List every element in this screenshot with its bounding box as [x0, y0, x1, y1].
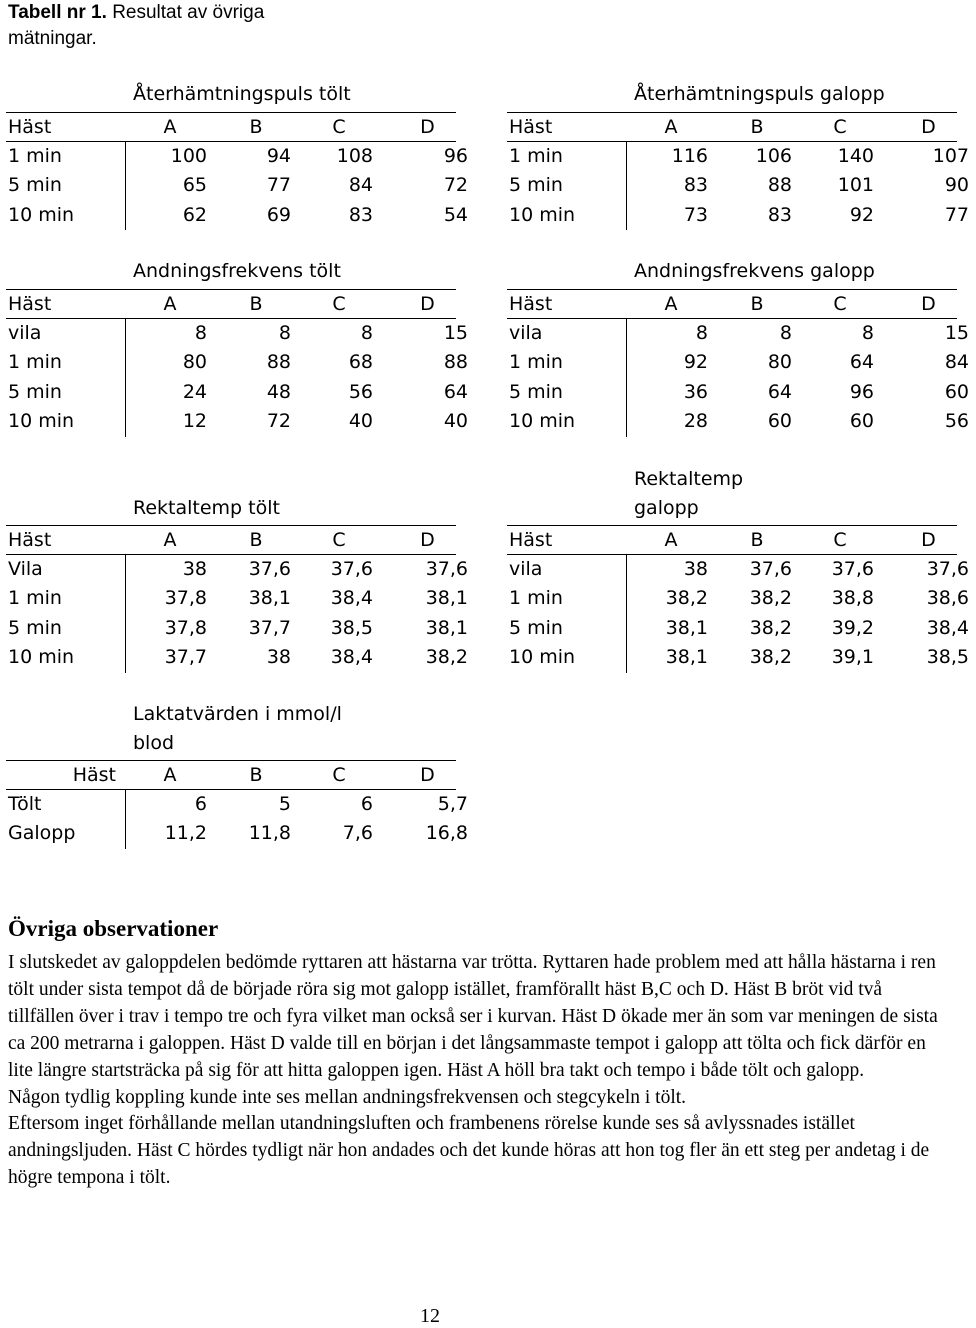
- table-row: [6, 407, 468, 437]
- table-cell: 60: [944, 380, 969, 403]
- table-cell: 92: [683, 351, 708, 373]
- row-label: 10 min: [509, 203, 576, 226]
- page-number: 12: [420, 1305, 440, 1327]
- table-header-row: [6, 760, 456, 790]
- table-cell: 106: [755, 144, 792, 167]
- column-header-b: B: [249, 764, 263, 786]
- column-header-b: B: [249, 293, 263, 315]
- table-caption: blod: [133, 732, 175, 754]
- table-cell: 37,7: [248, 616, 291, 639]
- table-row: [507, 348, 969, 378]
- table-cell: 36: [683, 380, 708, 403]
- table-cell: 11,8: [248, 822, 291, 844]
- table-row: [507, 319, 969, 349]
- row-label: 10 min: [509, 646, 576, 668]
- table-cell: 8: [360, 321, 373, 344]
- table-cell: 100: [170, 144, 207, 167]
- column-header-a: A: [163, 116, 177, 138]
- table-cell: 69: [266, 203, 291, 226]
- table-cell: 5,7: [437, 792, 468, 815]
- column-header-d: D: [420, 529, 435, 551]
- row-label: 10 min: [8, 410, 75, 432]
- table-cell: 6: [194, 792, 207, 815]
- table-row: [6, 378, 468, 408]
- row-label: 1 min: [8, 587, 62, 609]
- column-header-b: B: [750, 116, 764, 138]
- table-heading: [8, 0, 308, 52]
- table-caption: Laktatvärden i mmol/l: [133, 703, 342, 725]
- column-header-a: A: [163, 293, 177, 315]
- table-cell: 84: [348, 174, 373, 196]
- table-cell: 38,2: [749, 587, 792, 609]
- table-cell: 96: [443, 144, 468, 167]
- row-label: 1 min: [509, 351, 563, 373]
- column-header-a: A: [664, 529, 678, 551]
- table-cell: 56: [348, 380, 373, 403]
- table-cell: 116: [671, 144, 708, 167]
- table-cell: 64: [767, 380, 792, 403]
- table-cell: 40: [443, 410, 468, 432]
- column-header-a: A: [664, 116, 678, 138]
- table-cell: 8: [194, 321, 207, 344]
- table-cell: 38,8: [831, 587, 874, 609]
- row-label: vila: [509, 321, 543, 344]
- column-header-c: C: [332, 293, 346, 315]
- table-cell: 8: [278, 321, 291, 344]
- column-header-a: A: [163, 529, 177, 551]
- table-caption: Rektaltemp: [634, 468, 744, 490]
- table-cell: 39,1: [831, 646, 874, 668]
- row-label: 1 min: [8, 351, 62, 373]
- table-cell: 40: [348, 410, 373, 432]
- table-caption: Återhämtningspuls tölt: [133, 83, 351, 105]
- column-header-c: C: [332, 116, 346, 138]
- row-label: 10 min: [8, 646, 75, 668]
- table-row: [6, 819, 468, 849]
- table-header-row: [6, 289, 456, 319]
- table-cell: 37,6: [831, 557, 874, 580]
- table-caption: Andningsfrekvens tölt: [133, 260, 341, 282]
- table-column-divider: [626, 319, 627, 437]
- table-row: [6, 614, 468, 644]
- table-cell: 38,1: [248, 587, 291, 609]
- table-cell: 37,6: [330, 557, 373, 580]
- column-header-d: D: [921, 529, 936, 551]
- table-column-divider: [626, 555, 627, 673]
- table-caption: Rektaltemp tölt: [133, 497, 280, 519]
- table-caption: Andningsfrekvens galopp: [634, 260, 875, 282]
- table-cell: 37,6: [926, 557, 969, 580]
- table-row: [6, 142, 468, 172]
- table-cell: 15: [443, 321, 468, 344]
- table-cell: 28: [683, 410, 708, 432]
- table-cell: 92: [849, 203, 874, 226]
- table-cell: 73: [683, 203, 708, 226]
- table-cell: 5: [278, 792, 291, 815]
- table-cell: 38,4: [330, 646, 373, 668]
- column-header-horse: Häst: [8, 529, 52, 551]
- table-column-divider: [125, 142, 126, 231]
- table-cell: 64: [849, 351, 874, 373]
- table-cell: 38,4: [926, 616, 969, 639]
- table-cell: 60: [849, 410, 874, 432]
- table-cell: 88: [767, 174, 792, 196]
- table-cell: 72: [266, 410, 291, 432]
- column-header-d: D: [420, 764, 435, 786]
- column-header-d: D: [420, 116, 435, 138]
- table-cell: 38,1: [425, 616, 468, 639]
- table-cell: 62: [182, 203, 207, 226]
- row-label: 5 min: [8, 616, 62, 639]
- table-cell: 48: [266, 380, 291, 403]
- row-label: vila: [8, 321, 42, 344]
- table-cell: 38: [182, 557, 207, 580]
- row-label: 5 min: [8, 380, 62, 403]
- table-caption: galopp: [634, 497, 699, 519]
- row-label: 5 min: [509, 616, 563, 639]
- table-cell: 65: [182, 174, 207, 196]
- table-cell: 37,6: [425, 557, 468, 580]
- table-cell: 37,6: [248, 557, 291, 580]
- table-cell: 77: [266, 174, 291, 196]
- column-header-d: D: [921, 293, 936, 315]
- table-cell: 107: [932, 144, 969, 167]
- table-cell: 38,2: [665, 587, 708, 609]
- table-cell: 38,1: [425, 587, 468, 609]
- table-row: [507, 407, 969, 437]
- column-header-horse: Häst: [509, 529, 553, 551]
- row-label: 5 min: [509, 380, 563, 403]
- table-header-row: [507, 525, 957, 555]
- row-label: vila: [509, 557, 543, 580]
- table-cell: 90: [944, 174, 969, 196]
- table-cell: 38: [266, 646, 291, 668]
- table-cell: 38,4: [330, 587, 373, 609]
- observations-title: Övriga observationer: [8, 916, 219, 941]
- table-row: [6, 319, 468, 349]
- table-cell: 38,5: [330, 616, 373, 639]
- column-header-a: A: [163, 764, 177, 786]
- column-header-c: C: [833, 293, 847, 315]
- table-header-row: [507, 112, 957, 142]
- table-cell: 15: [944, 321, 969, 344]
- table-row: [507, 378, 969, 408]
- table-cell: 96: [849, 380, 874, 403]
- column-header-horse: Häst: [72, 764, 116, 786]
- table-row: [6, 171, 468, 201]
- table-cell: 37,8: [164, 587, 207, 609]
- row-label: Vila: [8, 557, 43, 580]
- table-cell: 38,1: [665, 616, 708, 639]
- column-header-c: C: [332, 764, 346, 786]
- table-cell: 37,8: [164, 616, 207, 639]
- table-cell: 83: [683, 174, 708, 196]
- table-heading-label: Tabell nr 1.: [8, 2, 107, 23]
- table-header-row: [6, 525, 456, 555]
- table-row: [507, 142, 969, 172]
- table-cell: 56: [944, 410, 969, 432]
- observations-paragraph: Eftersom inget förhållande mellan utandningsluften och frambenens rörelse kunde ses så avlyssnades istället andningsljuden. Häst C hördes tydligt när hon andades och det kunde höras att hon tog fler än ett steg per andetag i de högre tempona i tölt.: [8, 1113, 930, 1189]
- table-row: [6, 555, 468, 585]
- column-header-c: C: [833, 529, 847, 551]
- table-cell: 84: [944, 351, 969, 373]
- table-row: [6, 348, 468, 378]
- table-cell: 101: [837, 174, 874, 196]
- column-header-c: C: [833, 116, 847, 138]
- row-label: 10 min: [509, 410, 576, 432]
- table-cell: 140: [837, 144, 874, 167]
- column-header-horse: Häst: [509, 116, 553, 138]
- table-cell: 24: [182, 380, 207, 403]
- table-cell: 54: [443, 203, 468, 226]
- table-cell: 38,2: [749, 646, 792, 668]
- table-cell: 80: [767, 351, 792, 373]
- row-label: Galopp: [8, 822, 76, 844]
- row-label: 1 min: [509, 144, 563, 167]
- table-cell: 6: [360, 792, 373, 815]
- table-cell: 38,1: [665, 646, 708, 668]
- row-label: 5 min: [8, 174, 62, 196]
- column-header-horse: Häst: [509, 293, 553, 315]
- table-column-divider: [125, 790, 126, 849]
- table-cell: 38,2: [425, 646, 468, 668]
- column-header-b: B: [750, 529, 764, 551]
- table-cell: 94: [266, 144, 291, 167]
- observations-paragraph: Någon tydlig koppling kunde inte ses mellan andningsfrekvensen och stegcykeln i tölt.: [8, 1086, 687, 1108]
- table-row: [507, 614, 969, 644]
- table-column-divider: [125, 319, 126, 437]
- table-cell: 11,2: [164, 822, 207, 844]
- table-header-row: [507, 289, 957, 319]
- table-cell: 7,6: [342, 822, 373, 844]
- table-cell: 64: [443, 380, 468, 403]
- table-cell: 60: [767, 410, 792, 432]
- column-header-horse: Häst: [8, 293, 52, 315]
- table-row: [6, 790, 468, 820]
- table-cell: 8: [861, 321, 874, 344]
- table-cell: 37,7: [164, 646, 207, 668]
- row-label: Tölt: [8, 792, 42, 815]
- table-row: [507, 584, 969, 614]
- row-label: 10 min: [8, 203, 75, 226]
- column-header-d: D: [420, 293, 435, 315]
- table-cell: 88: [266, 351, 291, 373]
- table-cell: 77: [944, 203, 969, 226]
- table-cell: 68: [348, 351, 373, 373]
- table-cell: 80: [182, 351, 207, 373]
- table-cell: 39,2: [831, 616, 874, 639]
- table-cell: 83: [767, 203, 792, 226]
- table-row: [6, 643, 468, 673]
- table-cell: 88: [443, 351, 468, 373]
- table-cell: 38: [683, 557, 708, 580]
- observations-paragraph: I slutskedet av galoppdelen bedömde ryttaren att hästarna var trötta. Ryttaren hade problem med att hålla hästarna i ren tölt under sista tempot då de började röra sig mot galopp istället, framförallt häst B,C och D. Häst B bröt vid två tillfällen över i trav i tempo tre och fyra vilket man också ser i kurvan. Häst D ökade mer än som var meningen de sista ca 200 metrarna i galoppen. Häst D valde till en början i det långsammaste tempot i galopp att tölta och fick därför en lite längre startsträcka på sig för att hitta galoppen igen. Häst A höll bra takt och tempo i både tölt och galopp.: [8, 952, 938, 1081]
- column-header-b: B: [249, 116, 263, 138]
- table-cell: 72: [443, 174, 468, 196]
- column-header-d: D: [921, 116, 936, 138]
- column-header-c: C: [332, 529, 346, 551]
- table-cell: 38,6: [926, 587, 969, 609]
- table-column-divider: [125, 555, 126, 673]
- observations-body: [8, 950, 948, 1192]
- column-header-horse: Häst: [8, 116, 52, 138]
- table-cell: 108: [336, 144, 373, 167]
- table-row: [507, 201, 969, 231]
- row-label: 5 min: [509, 174, 563, 196]
- table-row: [507, 643, 969, 673]
- column-header-b: B: [750, 293, 764, 315]
- column-header-a: A: [664, 293, 678, 315]
- table-heading-text: Resultat av övriga mätningar.: [8, 2, 265, 49]
- table-cell: 8: [779, 321, 792, 344]
- column-header-b: B: [249, 529, 263, 551]
- table-row: [6, 201, 468, 231]
- table-row: [507, 171, 969, 201]
- table-row: [507, 555, 969, 585]
- table-header-row: [6, 112, 456, 142]
- table-cell: 16,8: [425, 822, 468, 844]
- table-cell: 38,5: [926, 646, 969, 668]
- row-label: 1 min: [509, 587, 563, 609]
- table-cell: 83: [348, 203, 373, 226]
- table-caption: Återhämtningspuls galopp: [634, 83, 885, 105]
- table-cell: 12: [182, 410, 207, 432]
- table-column-divider: [626, 142, 627, 231]
- table-cell: 8: [695, 321, 708, 344]
- table-cell: 38,2: [749, 616, 792, 639]
- row-label: 1 min: [8, 144, 62, 167]
- table-cell: 37,6: [749, 557, 792, 580]
- table-row: [6, 584, 468, 614]
